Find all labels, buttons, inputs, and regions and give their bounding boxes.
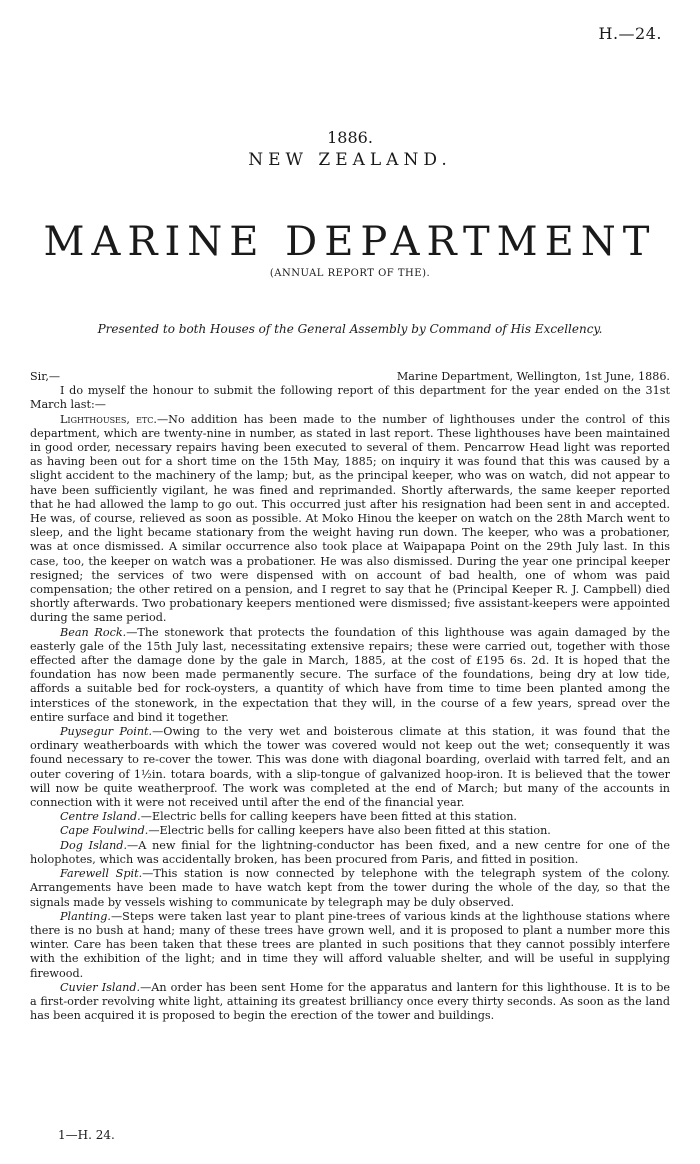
section-heading: Dog Island. [60,838,128,852]
section-heading: Lighthouses, etc. [60,412,157,426]
section-heading: Bean Rock. [60,625,127,639]
section-heading: Cuvier Island. [60,980,141,994]
section-paragraph [30,824,670,838]
section-heading: Cape Foulwind. [60,824,149,838]
section-text: —No addition has been made to the number of lighthouses under the control of this department, which are twenty-nine in number, as stated in last report. These lighthouses have been maintained in good order, necessary repairs having been executed to several of them. Pencarrow Head light was reported as having been out for a short time on the 15th May, 1885; on inquiry it was found that this was caused by a slight accident to the machinery of the lamp; but, as the principal keeper, who was on watch, did not appear to have been sufficiently vigilant, he was fined and reprimanded. Shortly afterwards, the same keeper reported that he had allowed the lamp to go out. This occurred just after his resignation had been sent in and accepted. He was, of course, relieved as soon as possible. At Moko Hinou the keeper on watch on the 28th March went to sleep, and the light became stationary from the weight having run down. The keeper, who was a probationer, was at once dismissed. A similar occurrence also took place at Waipapapa Point on the 29th July last. In this case, too, the keeper on watch was a probationer. He was also dismissed. During the year one principal keeper resigned; the services of two were dispensed with on account of bad health, one of whom was paid compensation; the other retired on a pension, and I regret to say that he (Principal Keeper R. J. Campbell) died shortly afterwards. Two probationary keepers mentioned were dismissed; five assistant-keepers were appointed during the same period. [30,412,670,625]
section-text: —A new finial for the lightning-conductor has been fixed, and a new centre for one of the holophotes, which was accidentally broken, has been procured from Paris, and fitted in position. [30,838,670,866]
section-text: —An order has been sent Home for the apparatus and lantern for this lighthouse. It is to be a first-order revolving white light, attaining its greatest brilliancy once every thirty seconds. As soon as the land has been acquired it is proposed to begin the erection of the tower and buildings. [30,980,670,1023]
country: NEW ZEALAND. [248,150,452,170]
section-heading: Planting. [60,909,111,923]
letter-address: Marine Department, Wellington, 1st June, 1886. [396,370,670,383]
document-title: MARINE DEPARTMENT [43,219,657,265]
page-reference: H.—24. [598,24,662,43]
footer-signature: 1—H. 24. [58,1128,115,1142]
section-paragraph [30,725,670,810]
section-text: —Owing to the very wet and boisterous climate at this station, it was found that the ordinary weatherboards with which the tower was covered would not keep out the wet; consequently it was found necessary to re-cover the tower. This was done with diagonal boarding, overlaid with tarred felt, and an outer covering of 1½in. totara boards, with a slip-tongue of galvanized hoop-iron. It is believed that the tower will now be quite weatherproof. The work was completed at the end of March; but many of the accounts in connection with it were not received until after the end of the financial year. [30,725,670,810]
section-paragraph [30,867,670,910]
section-paragraph [30,839,670,867]
report-body [30,370,670,1023]
letter-header [30,370,670,384]
salutation: Sir,— [30,370,61,383]
section-text: —This station is now connected by telephone with the telegraph system of the colony. Arrangements have been made to have watch kept from the tower during the whole of the day, so that the signals made by vessels wishing to communicate by telegraph may be duly observed. [30,867,670,909]
section-text: —Electric bells for calling keepers have been fitted at this station. [140,810,517,824]
section-paragraph [30,910,670,981]
section-heading: Centre Island. [60,810,141,824]
section-heading: Puysegur Point. [60,725,153,739]
section-text: —Steps were taken last year to plant pine-trees of various kinds at the lighthouse stations where there is no bush at hand; many of these trees have grown well, and it is proposed to plant a number more this winter. Care has been taken that these trees are planted in such positions that they cannot possibly interfere with the exhibition of the light; and in time they will afford valuable shelter, and will be useful in supplying firewood. [30,909,670,980]
document-subtitle: (ANNUAL REPORT OF THE). [269,268,431,279]
section-paragraph [30,981,670,1024]
section-paragraph [30,810,670,824]
section-paragraph [30,413,670,626]
section-paragraph [30,626,670,725]
section-text: —Electric bells for calling keepers have also been fitted at this station. [148,824,551,838]
intro-paragraph: I do myself the honour to submit the following report of this department for the year ended on the 31st March last:— [30,384,670,412]
presented-line: Presented to both Houses of the General Assembly by Command of His Excellency. [97,322,603,336]
year: 1886. [327,128,373,147]
section-text: —The stonework that protects the foundation of this lighthouse was again damaged by the easterly gale of the 15th July last, necessitating extensive repairs; these were carried out, together with those effected after the damage done by the gale in March, 1885, at the cost of £195 6s. 2d. It is hoped that the foundation has now been made permanently secure. The surface of the foundations, being dry at low tide, affords a suitable bed for rock-oysters, a quantity of which have from time to time been planted among the interstices of the stonework, in the expectation that they will, in the course of a few years, spread over the entire surface and bind it together. [30,625,670,724]
section-heading: Farewell Spit. [60,867,143,881]
